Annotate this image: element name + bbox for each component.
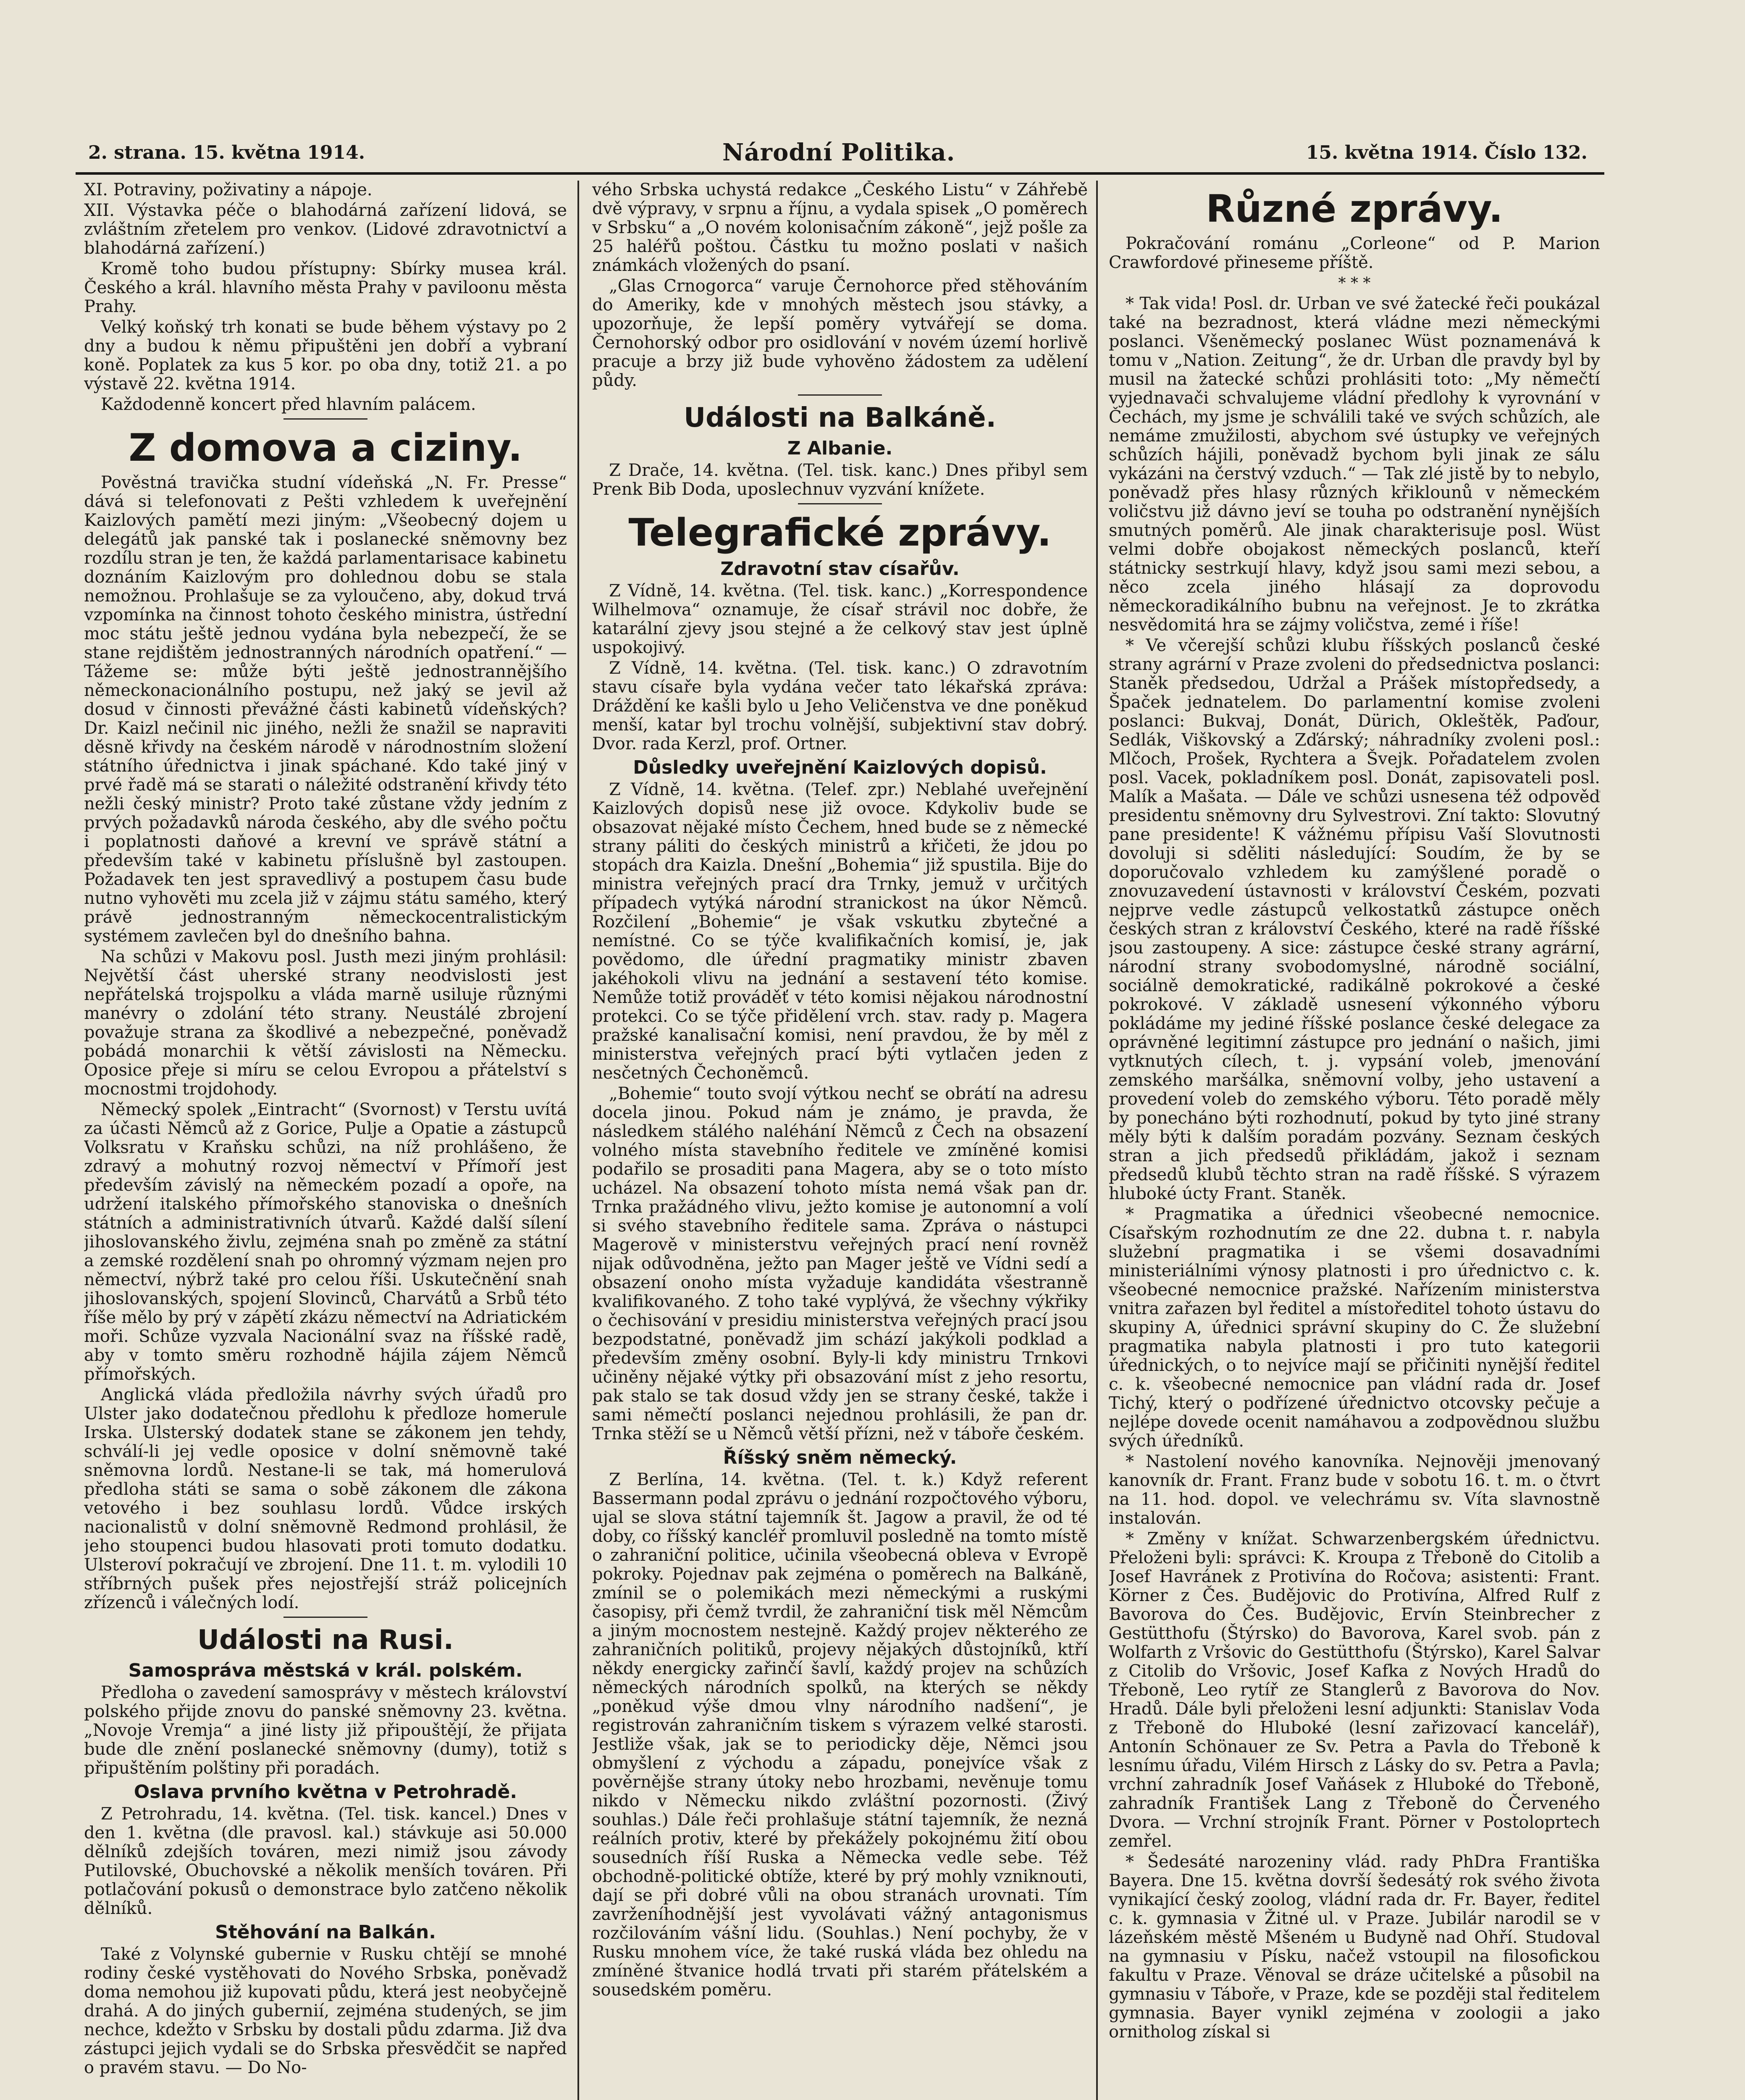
- article-paragraph: Z Petrohradu, 14. května. (Tel. tisk. kancel.) Dnes v den 1. května (dle pravosl. kal.) stávkuje asi 50.000 dělníků zdejších továren, mezi nimiž jsou závody Putilovské, Obuchovské a několik menších továren. Při potlačování pokusů o demonstrace bylo zatčeno několik dělníků.: [84, 1804, 567, 1918]
- article-paragraph: Předloha o zavedení samosprávy v městech království polského přijde znovu do panské sněmovny 23. května. „Novoje Vremja“ a jiné listy již připouštějí, že přijata bude dle znění poslanecké sněmovny (dumy), totiž s připuštěním polštiny při poradách.: [84, 1683, 567, 1778]
- article-paragraph: Z Berlína, 14. května. (Tel. t. k.) Když referent Bassermann podal zprávu o jednání rozpočtového výboru, ujal se slova státní tajemník št. Jagow a pravil, že od té doby, co říšský kancléř promluvil posledně na tomto místě o zahraniční politice, učinila všeobecná obleva v Evropě pokroky. Pojednav pak zejména o poměrech na Balkáně, zmínil se o polemikách mezi německými a ruskými časopisy, při čemž tvrdil, že zahraniční tisk měl Němcům a jiným mocnostem nestejně. Každý projev některého ze zahraničních politiků, projevy nějakých důstojníků, ktří někdy energicky zařinčí šavlí, každý projev na schůzích německých národních spolků, na kterých se někdy „poněkud výše dmou vlny národního nadšení“, je registrován zahraničním tiskem s výrazem velké starosti. Jestliže však, jak se to periodicky děje, Němci jsou obmyšlení z východu a západu, ponejvíce však z pověrnějše strany útoky nebo hrozbami, nevěnuje tomu nikdo v Německu nikdo zvláštní pozornosti. (Živý souhlas.) Dále řeči prohlašuje státní tajemník, že nezná reálních protiv, které by překážely pokojnému žití obou sousedních říší Ruska a Německa vedle sebe. Též obchodně-politické obtíže, které by prý mohly vzniknouti, dají se při dobré vůli na obou stranách urovnati. Tím zavrženíhodnější jest vyvolávati vážný antagonismus rozčilováním vášní lidu. (Souhlas.) Není pochyby, že v Rusku mnohem více, že také ruská vláda bez ohledu na zmíněné štvanice hodlá trvati při starém přátelském a sousedském poměru.: [592, 1470, 1088, 2000]
- article-paragraph: Z Vídně, 14. května. (Tel. tisk. kanc.) O zdravotním stavu císaře byla vydána večer tato lékařská zpráva: Dráždění ke kašli bylo u Jeho Veličenstva ve dne poněkud menší, katar byl trochu volnější, subjektivní stav dobrý. Dvor. rada Kerzl, prof. Ortner.: [592, 659, 1088, 753]
- column-divider: [577, 181, 579, 2100]
- section-rule: [283, 418, 367, 420]
- article-paragraph: Z Vídně, 14. května. (Tel. tisk. kanc.) „Korrespondence Wilhelmova“ oznamuje, že císař strávil noc dobře, že katarální zjevy jsou stejné a že celkový stav jest úplně uspokojivý.: [592, 581, 1088, 657]
- news-item: * Nastolení nového kanovníka. Nejnověji jmenovaný kanovník dr. Frant. Franz bude v sobotu 16. t. m. o čtvrt na 11. hod. dopol. ve velechrámu sv. Víta slavnostně instalován.: [1109, 1452, 1600, 1528]
- news-item: * Pragmatika a úřednici všeobecné nemocnice. Císařským rozhodnutím ze dne 22. dubna t. r. nabyla služební pragmatika i se všemi dosavadními ministeriálními výnosy platnosti i pro úřednictvo c. k. všeobecné nemocnice pražské. Nařízením ministerstva vnitra zařazen byl ředitel a místoředitel tohoto ústavu do skupiny A, úřednici správní skupiny do C. Že služební pragmatika nabyla platnosti i pro tuto kategorii úřednických, o to nejvíce mají se přičiniti nynější ředitel c. k. všeobecné nemocnice pan vládní rada dr. Josef Tichý, který o podřízené úřednictvo otcovsky pečuje a nejlépe dovede ocenit namáhavou a zodpovědnou službu svých úředníků.: [1109, 1205, 1600, 1451]
- exhibit-item: XI. Potraviny, poživatiny a nápoje.: [84, 181, 373, 200]
- article-paragraph: Také z Volynské gubernie v Rusku chtějí se mnohé rodiny české vystěhovati do Nového Srbska, poněvadž doma nemohou již kupovati půdu, která jest neobyčejně drahá. A do jiných gubernií, zejména studených, se jim nechce, kdežto v Srbsku by dostali půdu zdarma. Již dva zástupci jejich vydali se do Srbska přesvědčit se napřed o pravém stavu. — Do No-: [84, 1945, 567, 2077]
- newspaper-page: [76, 139, 1604, 2100]
- section-rule: [283, 1617, 367, 1618]
- section-title-ruzne: Různé zprávy.: [1206, 187, 1503, 231]
- article-paragraph: Z Drače, 14. května. (Tel. tisk. kanc.) Dnes přibyl sem Prenk Bib Doda, uposlechnuv vyzvání knížete.: [592, 461, 1088, 499]
- article-paragraph: vého Srbska uchystá redakce „Českého Listu“ v Záhřebě dvě výpravy, v srpnu a říjnu, a vydala spisek „O poměrech v Srbsku“ a „O novém kolonisačním zákoně“, jejž pošle za 25 haléřů poštou. Částku tu možno poslati v našich známkách vložených do psaní.: [592, 181, 1088, 275]
- separator-stars: * * *: [1338, 275, 1371, 292]
- exhibit-item: XII. Výstavka péče o blahodárná zařízení lidová, se zvláštním zřetelem pro venkov. (Lidové zdravotnictví a blahodárná zařízení.): [84, 201, 567, 258]
- header-date-right: 15. května 1914. Číslo 132.: [1306, 142, 1588, 163]
- news-item: * Změny v knížat. Schwarzenbergském úřednictvu. Přeloženi byli: správci: K. Kroupa z Třeboně do Citolib a Josef Havránek z Protivína do Ročova; asistenti: Frant. Körner z Čes. Budějovic do Protivína, Alfred Rulf z Bavorova do Čes. Budějovic, Ervín Steinbrecher z Gestütthofu (Štýrsko) do Bavorova, Karel svob. pán z Wolfarth z Vršovic do Gestütthofu (Štýrsko), Karel Salvar z Citolib do Vršovic, Josef Kafka z Nových Hradů do Třeboně, Leo rytíř ze Stanglerů z Bavorova do Nov. Hradů. Dále byli přeloženi lesní adjunkti: Stanislav Voda z Třeboně do Hluboké (lesní zařizovací kancelář), Antonín Schönauer ze Sv. Petra a Pavla do Třeboně k lesnímu úřadu, Vilém Hirsch z Lásky do sv. Petra a Pavla; vrchní zahradník Josef Vaňásek z Hluboké do Třeboně, zahradník František Lang z Třeboně do Červeného Dvora. — Vrchní strojník Frant. Pörner v Postoloprtech zemřel.: [1109, 1529, 1600, 1851]
- subheading: Samospráva městská v král. polském.: [128, 1660, 523, 1681]
- section-title-domova: Z domova a ciziny.: [129, 426, 522, 470]
- article-paragraph: Z Vídně, 14. května. (Telef. zpr.) Neblahé uveřejnění Kaizlových dopisů nese již ovoce. Kdykoliv bude se obsazovat nějaké místo Čechem, hned bude se z německé strany páliti do českých ministrů a křičeti, že jdou po stopách dra Kaizla. Dnešní „Bohemia“ již spustila. Bije do ministra veřejných prací dra Trnky, jemuž v určitých případech vytýká národní stranickost na úkor Němců. Rozčilení „Bohemie“ je však vskutku zbytečné a nemístné. Co se týče kvalifikačních komisí, je, jak povědomo, dle úřední pragmatiky ministr zbaven jakéhokoli vlivu na jednání a sestavení této komise. Nemůže totiž prováděť v této komisi nějakou národnostní protekci. Co se týče přidělení vrch. stav. rady p. Magera pražské kanalisační komisi, není pravdou, že by měl z ministerstva veřejných prací býti vytlačen jeden z nesčetných Čechoněmců.: [592, 780, 1088, 1083]
- exhibit-note: Kromě toho budou přístupny: Sbírky musea král. Českého a král. hlavního města Prahy v paviloonu města Prahy.: [84, 259, 567, 316]
- section-title-telegraf: Telegrafické zprávy.: [628, 511, 1052, 555]
- section-rule: [798, 503, 882, 504]
- article-paragraph: Německý spolek „Eintracht“ (Svornost) v Terstu uvítá za účasti Němců až z Gorice, Pulje a Opatie a zástupců Volksratu v Kraňsku schůzi, na níž prohlášeno, že zdravý a mohutný rozvoj němectví v Přímoří jest především závislý na německém pozadí a opoře, na udržení italského přímořského stanoviska o dnešních státních a administrativních útvarů. Každé další sílení jihoslovanského živlu, zejména snah po změně za státní a zemské rozdělení snah po ohromný výzmam nejen pro němectví, nýbrž také pro celou říši. Uskutečnění snah jihoslovanských, spojení Slovinců, Charvátů a Srbů této říše mělo by prý v zápětí zkázu němectví na Adriatickém moři. Schůze vyzvala Nacionální svaz na říšské radě, aby v tomto směru rozhodně hájila zájem Němců přímořských.: [84, 1100, 567, 1384]
- subheading: Z Albanie.: [787, 438, 893, 459]
- column-divider: [1096, 181, 1098, 2100]
- page-header: [76, 139, 1604, 175]
- article-paragraph: Pověstná travička studní vídeňská „N. Fr. Presse“ dává si telefonovati z Pešti vzhledem k uveřejnění Kaizlových pamětí mezi jiným: „Všeobecný dojem u delegátů jak panské tak i poslanecké sněmovny bez rozdílu stran je ten, že každá parlamentarisace kabinetu doznáním Kaizlovým pro dohlednou dobu se stala nemožnou. Prohlašuje se za vyloučeno, aby, dokud trvá vzpomínka na činnost tohoto českého ministra, ústřední moc státu ještě jednou vydána byla nebezpečí, že se stane rejdištěm jednostranných národních opatření.“ — Tážeme se: může býti ještě jednostrannějšího německonacionálního postupu, než jaký se jevil až dosud v činnosti převážné části kabinetů vídeňských? Dr. Kaizl nečinil nic jiného, nežli že snažil se napraviti děsně křivdy na českém národě v národnostním složení státního úřednictva i jinak spáchané. Kdo také jiný v prvé řadě má se starati o náležité odstranění křivdy této nežli český ministr? Proto také zůstane vždy jedním z prvých požadavků národa českého, aby dle svého počtu i poplatnosti daňové a krevní ve správě státní a především také v kabinetu příslušně byl zastoupen. Požadavek ten jest spravedlivý a postupem času bude nutno vyhověti mu zcela již v zájmu státu samého, který právě jednostranným německocentralistickým systémem zavlečen byl do dnešního bahna.: [84, 473, 567, 946]
- column-1: [84, 181, 567, 2100]
- news-item: * Šedesáté narozeniny vlád. rady PhDra Františka Bayera. Dne 15. května dovrší šedesátý rok svého života vynikající český zoolog, vládní rada dr. Fr. Bayer, ředitel c. k. gymnasia v Žitné ul. v Praze. Jubilár narodil se v lázeňském městě Mšeném u Budyně nad Ohří. Studoval na gymnasiu v Písku, načež vstoupil na filosofickou fakultu v Praze. Věnoval se dráze učitelské a působil na gymnasiu v Táboře, v Praze, kde se později stal ředitelem gymnasia. Bayer vynikl zejména v zoologii a jako ornitholog získal si: [1109, 1852, 1600, 2042]
- header-date-left: 2. strana. 15. května 1914.: [88, 142, 365, 163]
- subheading: Oslava prvního května v Petrohradě.: [134, 1781, 517, 1803]
- subheading: Stěhování na Balkán.: [215, 1922, 436, 1943]
- article-paragraph: Anglická vláda předložila návrhy svých úřadů pro Ulster jako dodatečnou předlohu k předloze homerule Irska. Ulsterský dodatek stane se zákonem jen tehdy, schválí-li jej vedle oposice v dolní sněmovně také sněmovna lordů. Nestane-li se tak, má homerulová předloha státi se sama o sobě zákonem dle zákona vetového i bez souhlasu lordů. Vůdce irských nacionalistů v dolní sněmovně Redmond prohlásil, že jeho stoupenci budou hlasovati proti tomuto dodatku. Ulsteroví pokračují ve zbrojení. Dne 11. t. m. vylodili 10 stříbrných pušek přes nejostřejší stráž policejních zřízenců i válečných lodí.: [84, 1385, 567, 1612]
- subheading: Důsledky uveřejnění Kaizlových dopisů.: [633, 757, 1047, 778]
- column-2: [592, 181, 1088, 2100]
- exhibit-note: Každodenně koncert před hlavním palácem.: [101, 395, 476, 414]
- subheading: Říšský sněm německý.: [723, 1447, 957, 1468]
- exhibit-note: Velký koňský trh konati se bude během výstavy po 2 dny a budou k němu připuštěni jen dobří a vybraní koně. Poplatek za kus 5 kor. po oba dny, totiž 21. a po výstavě 22. května 1914.: [84, 318, 567, 394]
- serial-notice: Pokračování románu „Corleone“ od P. Marion Crawfordové přineseme příště.: [1109, 234, 1600, 272]
- section-title-rusi: Události na Rusi.: [197, 1625, 454, 1656]
- article-paragraph: „Glas Crnogorca“ varuje Černohorce před stěhováním do Ameriky, kde v mnohých městech jsou stávky, a upozorňuje, že lepší poměry vytvářejí se doma. Černohorský odbor pro osidlování v novém území horlivě pracuje a brzy již bude vyhověno žádostem za udělení půdy.: [592, 276, 1088, 390]
- newspaper-masthead: Národní Politika.: [722, 139, 955, 166]
- column-3: [1109, 181, 1600, 2100]
- news-item: * Ve včerejší schůzi klubu říšských poslanců české strany agrární v Praze zvoleni do předsednictva poslanci: Staněk předsedou, Udržal a Prášek místopředsedy, a Špaček jednatelem. Do parlamentní komise zvoleni poslanci: Bukvaj, Donát, Dürich, Okleštěk, Paďour, Sedlák, Viškovský a Zďárský; náhradníky zvoleni posl.: Mlčoch, Prošek, Rychtera a Švejk. Pořadatelem zvolen posl. Vacek, pokladníkem posl. Donát, zapisovateli posl. Malík a Mašata. — Dále ve schůzi usnesena též odpověď presidentu sněmovny dru Sylvestrovi. Zní takto: Slovutný pane presidente! K vážnému přípisu Vaší Slovutnosti dovoluji si sděliti následující: Soudím, že by se doporučovalo vzhledem ku zamýšlené poradě o znovuzavedení ústavnosti v království Českém, pozvati nejprve vedle zástupců velkostatků zástupce oněch českých stran z království Českého, které na radě říšské jsou zastoupeny. A sice: zástupce české strany agrární, národní strany svobodomyslné, národně sociální, sociálně demokratické, radikálně pokrokové a české pokrokové. V základě usnesení výkonného výboru pokládáme my jediné říšské poslance české delegace za oprávněné legitimní zástupce pro jednání o našich, jimi vytknutých cílech, t. j. vypsání voleb, jmenování zemského maršálka, sněmovní volby, jeho ustavení a provedení voleb do zemského výboru. Této poradě měly by ponecháno býti rozhodnutí, pokud by tyto jiné strany měly býti k dalším poradám pozvány. Seznam českých stran a jich předsedů přikládám, jakož i seznam předsedů klubů těchto stran na radě říšské. S výrazem hluboké úcty Frant. Staněk.: [1109, 636, 1600, 1203]
- news-item: * Tak vida! Posl. dr. Urban ve své žatecké řeči poukázal také na bezradnost, která vládne mezi německými poslanci. Všeněmecký poslanec Wüst poznamenává k tomu v „Nation. Zeitung“, že dr. Urban dle pravdy byl by musil na žatecké schůzi prohlásiti toto: „My němečtí vyjednavači schvalujeme vládní předlohy k vyrovnání v Čechách, my jsme je schválili také ve svých schůzích, ale nemáme zmužilosti, abychom své ústupky ve veřejných schůzích hájili, poněvadž bychom byli jinak ze sálu vykázáni na čerstvý vzduch.“ — Tak zlé jistě by to nebylo, poněvadž přes hlasy různých křiklounů v německém voličstvu již dávno jeví se touha po odstranění nynějších smutných poměrů. Ale jinak charakterisuje posl. Wüst velmi dobře obojakost německých poslanců, kteří státnicky sestrkují hlavy, když jsou sami mezi sebou, a něco zcela jiného hlásají za doprovodu německoradikálního bubnu na veřejnost. Je to zkrátka nesvědomitá hra se zájmy voličstva, zemé i říše!: [1109, 294, 1600, 635]
- subheading: Zdravotní stav císařův.: [720, 558, 960, 580]
- article-paragraph: „Bohemie“ touto svojí výtkou nechť se obrátí na adresu docela jinou. Pokud nám je známo, je pravda, že následkem stálého naléhání Němců z Čech na obsazení volného místa stavebního ředitele ve zmíněné komisi podařilo se prosaditi pana Magera, aby se o toto místo ucházel. Na obsazení tohoto místa nemá však pan dr. Trnka pražádného vlivu, ježto komise je autonomní a volí si svého stavebního ředitele sama. Zpráva o nástupci Magerově v ministerstvu veřejných prací není rovněž nijak odůvodněna, ježto pan Mager ještě ve Vídni sedí a obsazení onoho místa vyžaduje kandidáta všestranně kvalifikovaného. Z toho také vyplývá, že všechny výkřiky o čechisování v presidiu ministerstva veřejných prací jsou bezpodstatné, poněvadž jim schází jakýkoli podklad a především změny osobní. Byly-li kdy ministru Trnkovi učiněny nějaké výtky při obsazování míst z jeho resortu, pak stalo se tak dosud vždy jen se strany české, takže i sami němečtí poslanci nejednou prohlásili, že pan dr. Trnka stěží se u Němců větší přízni, než v táboře českém.: [592, 1084, 1088, 1444]
- section-rule: [798, 394, 882, 396]
- article-paragraph: Na schůzi v Makovu posl. Justh mezi jiným prohlásil: Největší část uherské strany neodvislosti jest nepřátelská trojspolku a vláda marně usiluje různými manévry o zdolání této strany. Neustálé zbrojení považuje strana za škodlivé a nebezpečné, poněvadž pobádá monarchii k větší závislosti na Německu. Oposice přeje si míru se celou Evropou a přátelství s mocnostmi trojdohody.: [84, 947, 567, 1099]
- section-title-balkan: Události na Balkáně.: [684, 402, 996, 433]
